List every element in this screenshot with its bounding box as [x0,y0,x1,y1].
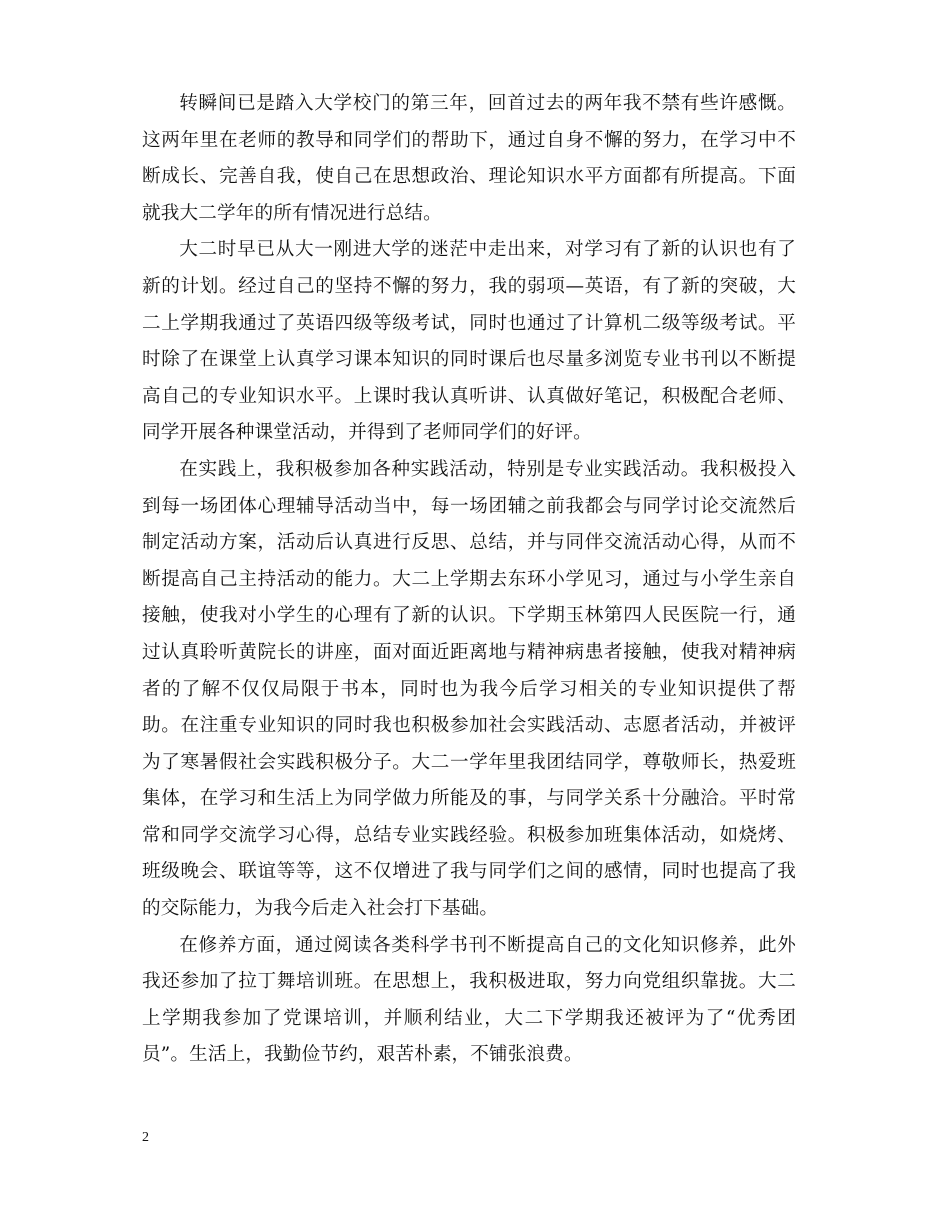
paragraph-cultivation: 在修养方面，通过阅读各类科学书刊不断提高自己的文化知识修养，此外我还参加了拉丁舞培训班。在思想上，我积极进取，努力向党组织靠拢。大二上学期我参加了党课培训，并顺利结业，大二下学期我还被评为了“优秀团员”。生活上，我勤俭节约，艰苦朴素，不铺张浪费。 [142,934,796,1066]
paragraph-practice: 在实践上，我积极参加各种实践活动，特别是专业实践活动。我积极投入到每一场团体心理辅导活动当中，每一场团辅之前我都会与同学讨论交流然后制定活动方案，活动后认真进行反思、总结，并与同伴交流活动心得，从而不断提高自己主持活动的能力。大二上学期去东环小学见习，通过与小学生亲自接触，使我对小学生的心理有了新的认识。下学期玉林第四人民医院一行，通过认真聆听黄院长的讲座，面对面近距离地与精神病患者接触，使我对精神病者的了解不仅仅局限于书本，同时也为我今后学习相关的专业知识提供了帮助。在注重专业知识的同时我也积极参加社会实践活动、志愿者活动，并被评为了寒暑假社会实践积极分子。大二一学年里我团结同学，尊敬师长，热爱班集体，在学习和生活上为同学做力所能及的事，与同学关系十分融洽。平时常常和同学交流学习心得，总结专业实践经验。积极参加班集体活动，如烧烤、班级晚会、联谊等等，这不仅增进了我与同学们之间的感情，同时也提高了我的交际能力，为我今后走入社会打下基础。 [142,458,796,920]
paragraph-intro: 转瞬间已是踏入大学校门的第三年，回首过去的两年我不禁有些许感慨。这两年里在老师的教导和同学们的帮助下，通过自身不懈的努力，在学习中不断成长、完善自我，使自己在思想政治、理论知识水平方面都有所提高。下面就我大二学年的所有情况进行总结。 [142,93,796,224]
document-body [142,86,796,1074]
paragraph-study: 大二时早已从大一刚进大学的迷茫中走出来，对学习有了新的认识也有了新的计划。经过自己的坚持不懈的努力，我的弱项—英语，有了新的突破，大二上学期我通过了英语四级等级考试，同时也通过了计算机二级等级考试。平时除了在课堂上认真学习课本知识的同时课后也尽量多浏览专业书刊以不断提高自己的专业知识水平。上课时我认真听讲、认真做好笔记，积极配合老师、同学开展各种课堂活动，并得到了老师同学们的好评。 [142,239,796,444]
page-number: 2 [142,1130,149,1145]
